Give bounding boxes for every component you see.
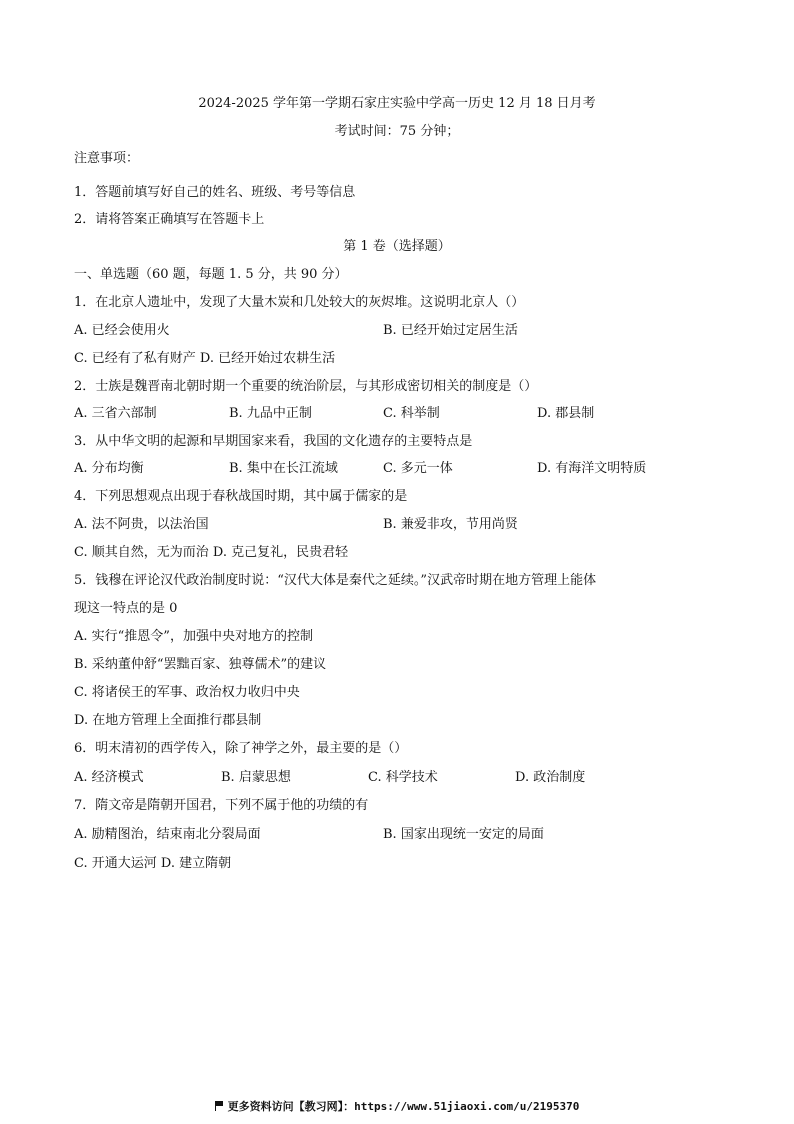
option: C. 科学技术	[368, 770, 438, 785]
option: C. 科举制	[383, 406, 440, 421]
option: B. 兼爱非攻，节用尚贤	[383, 517, 518, 532]
option: D. 在地方管理上全面推行郡县制	[74, 713, 262, 728]
footer-link[interactable]: 更多资料访问【教习网】：https://www.51jiaoxi.com/u/2195370	[227, 1100, 580, 1113]
question-stem: 7．隋文帝是隋朝开国君，下列不属于他的功绩的有	[74, 798, 369, 813]
option: C. 多元一体	[383, 461, 453, 476]
option: A. 励精图治，结束南北分裂局面	[74, 827, 261, 842]
exam-title: 2024-2025 学年第一学期石家庄实验中学高一历史 12 月 18 日月考	[198, 96, 596, 111]
flag-icon	[215, 1101, 224, 1111]
question-stem: 4．下列思想观点出现于春秋战国时期，其中属于儒家的是	[74, 489, 408, 504]
option: A. 法不阿贵，以法治国	[74, 517, 209, 532]
option: B. 采纳董仲舒“罢黜百家、独尊儒术”的建议	[74, 657, 327, 672]
question-stem: 1．在北京人遗址中，发现了大量木炭和几处较大的灰烬堆。这说明北京人（）	[74, 295, 525, 310]
option: B. 已经开始过定居生活	[383, 323, 518, 338]
option: A. 三省六部制	[74, 406, 157, 421]
question-stem-continued: 现这一特点的是 0	[74, 601, 178, 616]
option: A. 分布均衡	[74, 461, 144, 476]
option: B. 启蒙思想	[221, 770, 291, 785]
option: B. 国家出现统一安定的局面	[383, 827, 544, 842]
option: B. 集中在长江流域	[229, 461, 338, 476]
option: D. 郡县制	[537, 406, 595, 421]
question-stem: 6．明末清初的西学传入，除了神学之外，最主要的是（）	[74, 741, 408, 756]
option: C. 已经有了私有财产 D. 已经开始过农耕生活	[74, 351, 336, 366]
question-stem: 2．士族是魏晋南北朝时期一个重要的统治阶层，与其形成密切相关的制度是（）	[74, 379, 538, 394]
question-stem: 3．从中华文明的起源和早期国家来看，我国的文化遗存的主要特点是	[74, 434, 473, 449]
note-item: 2．请将答案正确填写在答题卡上	[74, 212, 265, 227]
option: B. 九品中正制	[229, 406, 312, 421]
section-title: 一、单选题（60 题，每题 1. 5 分，共 90 分）	[74, 267, 348, 282]
option: C. 顺其自然，无为而治 D. 克己复礼，民贵君轻	[74, 545, 349, 560]
option: C. 开通大运河 D. 建立隋朝	[74, 856, 232, 871]
exam-time: 考试时间：75 分钟；	[334, 124, 460, 139]
option: D. 政治制度	[515, 770, 586, 785]
option: A. 经济模式	[74, 770, 144, 785]
option: C. 将诸侯王的军事、政治权力收归中央	[74, 685, 300, 700]
option: A. 已经会使用火	[74, 323, 170, 338]
footer	[0, 1098, 794, 1114]
note-item: 1．答题前填写好自己的姓名、班级、考号等信息	[74, 185, 356, 200]
question-stem: 5．钱穆在评论汉代政治制度时说：“汉代大体是秦代之延续。”汉武帝时期在地方管理上能体	[74, 573, 597, 588]
volume-title: 第 1 卷（选择题）	[343, 239, 451, 254]
notes-heading: 注意事项：	[74, 151, 140, 166]
option: A. 实行“推恩令”，加强中央对地方的控制	[74, 629, 313, 644]
option: D. 有海洋文明特质	[537, 461, 647, 476]
